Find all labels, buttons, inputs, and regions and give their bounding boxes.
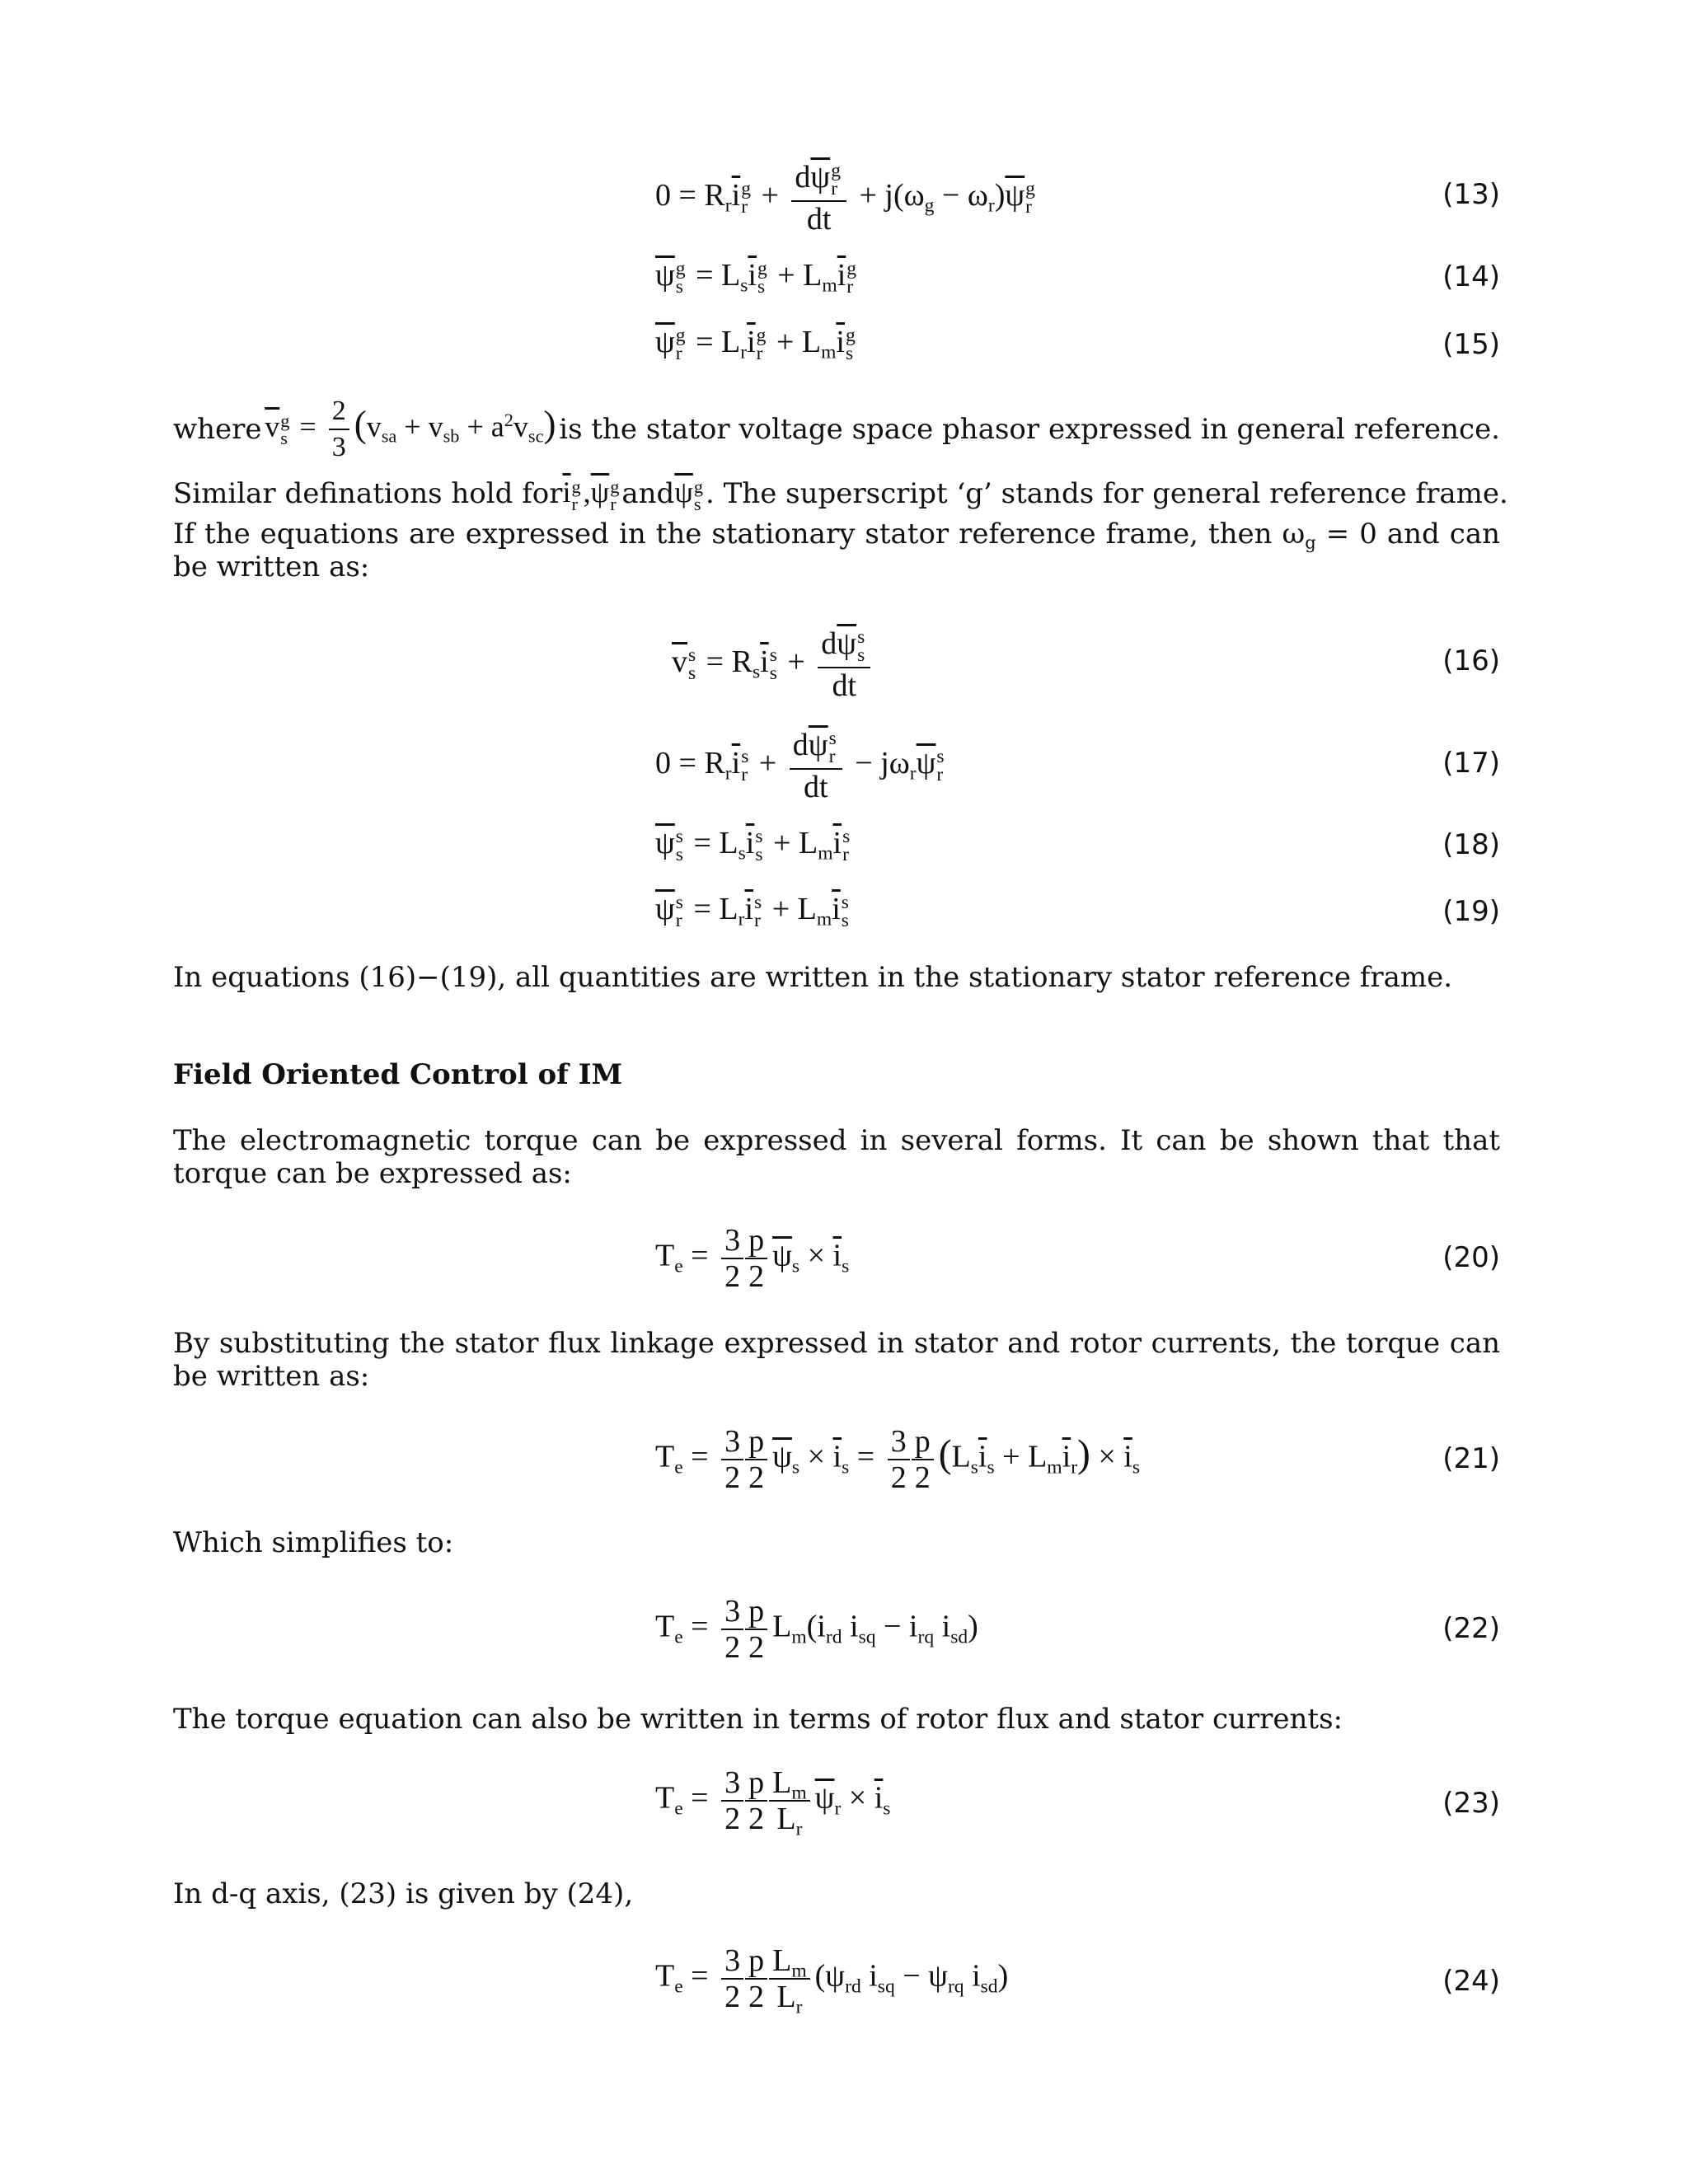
equation-number: (15) (1442, 328, 1500, 361)
equation-number: (20) (1442, 1241, 1500, 1274)
equation-number: (17) (1442, 747, 1500, 780)
similar-and: and (621, 476, 675, 510)
similar-line (173, 475, 1508, 514)
equation-18: $\overline{\psi}$ s s = $L_s\overline{i}$ s s + $L_m\overline{i}$ s r (655, 826, 851, 866)
equation-24: $T_e$ = $\frac{3}{2}$ $\frac{p}{2}$ $\frac{L_m}{L_r}$ ($\psi_{rd}$ $i_{sq} - \psi_{rq}$ $i_{sd}$) (655, 1943, 1009, 2018)
where-suffix: is the stator voltage space phasor expressed in general reference. (559, 413, 1500, 446)
equation-number: (24) (1442, 1965, 1500, 1998)
equation-number: (18) (1442, 828, 1500, 861)
equation-number: (23) (1442, 1787, 1500, 1820)
paragraph-rotor-flux: The torque equation can also be written in terms of rotor flux and stator currents: (173, 1703, 1343, 1736)
stationary-paragraph: If the equations are expressed in the stationary stator reference frame, then $\omega_g = 0$ and can be written as: (173, 518, 1500, 583)
where-prefix: where (173, 413, 262, 446)
similar-prefix: Similar definations hold for (173, 476, 563, 510)
equation-20: $T_e$ = $\frac{3}{2}$ $\frac{p}{2}$ $\overline{\psi}_s \times \overline{i}_s$ (655, 1223, 850, 1294)
equation-number: (14) (1442, 260, 1500, 293)
paragraph-stationary-quantities: In equations (16)−(19), all quantities are written in the stationary stator reference frame. (173, 961, 1453, 994)
equation-15: $\overline{\psi}$ g r = $L_r\overline{i}$ g r + $L_m\overline{i}$ g s (655, 325, 856, 365)
equation-21: $T_e$ = $\frac{3}{2}$ $\frac{p}{2}$ $\overline{\psi}_s \times \overline{i}_s$ = $\frac{3}{2}$ $\frac{p}{2}$ $(L_s\overline{i}_s + L_m\overline{i}_r) \times \overline{i}_s$ (655, 1424, 1141, 1495)
paragraph-substitute: By substituting the stator flux linkage expressed in stator and rotor currents, the torque can be written as: (173, 1327, 1500, 1393)
equation-19: $\overline{\psi}$ s r = $L_r\overline{i}$ s r + $L_m\overline{i}$ s s (655, 892, 849, 932)
where-line (173, 396, 1500, 463)
paragraph-torque-forms: The electromagnetic torque can be expressed in several forms. It can be shown that that torque can be expressed as: (173, 1124, 1500, 1190)
equation-22: $T_e$ = $\frac{3}{2}$ $\frac{p}{2}$ $L_m(i_{rd}$ $i_{sq} - i_{rq}$ $i_{sd}$) (655, 1594, 978, 1665)
equation-number: (16) (1442, 644, 1500, 677)
equation-13: $0 = R_r\overline{i}$ g r + $d\overline{\psi}$ g r dt + $j(\omega_g - \omega_r)\overline{\psi}$ g r (655, 160, 1035, 237)
section-heading: Field Oriented Control of IM (173, 1058, 623, 1091)
similar-symbols-2: $\overline{\psi}$ g s (674, 476, 704, 514)
equation-number: (21) (1442, 1442, 1500, 1475)
equation-number: (19) (1442, 895, 1500, 928)
stationary-tail: = 0 and can be written as: (173, 518, 1500, 583)
similar-suffix: . The superscript ‘g’ stands for general reference frame. (706, 476, 1508, 510)
equation-number: (13) (1442, 178, 1500, 211)
paragraph-dq-axis: In d-q axis, (23) is given by (24), (173, 1877, 634, 1910)
equation-14: $\overline{\psi}$ g s = $L_s\overline{i}$ g s + $L_m\overline{i}$ g r (655, 258, 857, 298)
equation-16: $\overline{v}$ s s = $R_s\overline{i}$ s s + $d\overline{\psi}$ s s dt (672, 628, 875, 701)
equation-number: (22) (1442, 1612, 1500, 1645)
equation-17: $0 = R_r\overline{i}$ s r + $d\overline{\psi}$ s r dt − $j\omega_r\overline{\psi}$ s r (655, 728, 945, 804)
equation-23: $T_e$ = $\frac{3}{2}$ $\frac{p}{2}$ $\frac{L_m}{L_r}$ $\overline{\psi}_r \times \overline{i}_s$ (655, 1765, 891, 1840)
stator-voltage-phasor-expression: $\overline{v}$ g s = $\frac{2}{3}$ $(v_{sa} + v_{sb} + a^2v_{sc})$ (265, 396, 556, 462)
stationary-text: If the equations are expressed in the stationary stator reference frame, then ω (173, 518, 1306, 551)
similar-symbols-1: $\overline{i}$ g r $,\overline{\psi}$ g r (562, 476, 620, 514)
paragraph-simplifies: Which simplifies to: (173, 1526, 454, 1559)
